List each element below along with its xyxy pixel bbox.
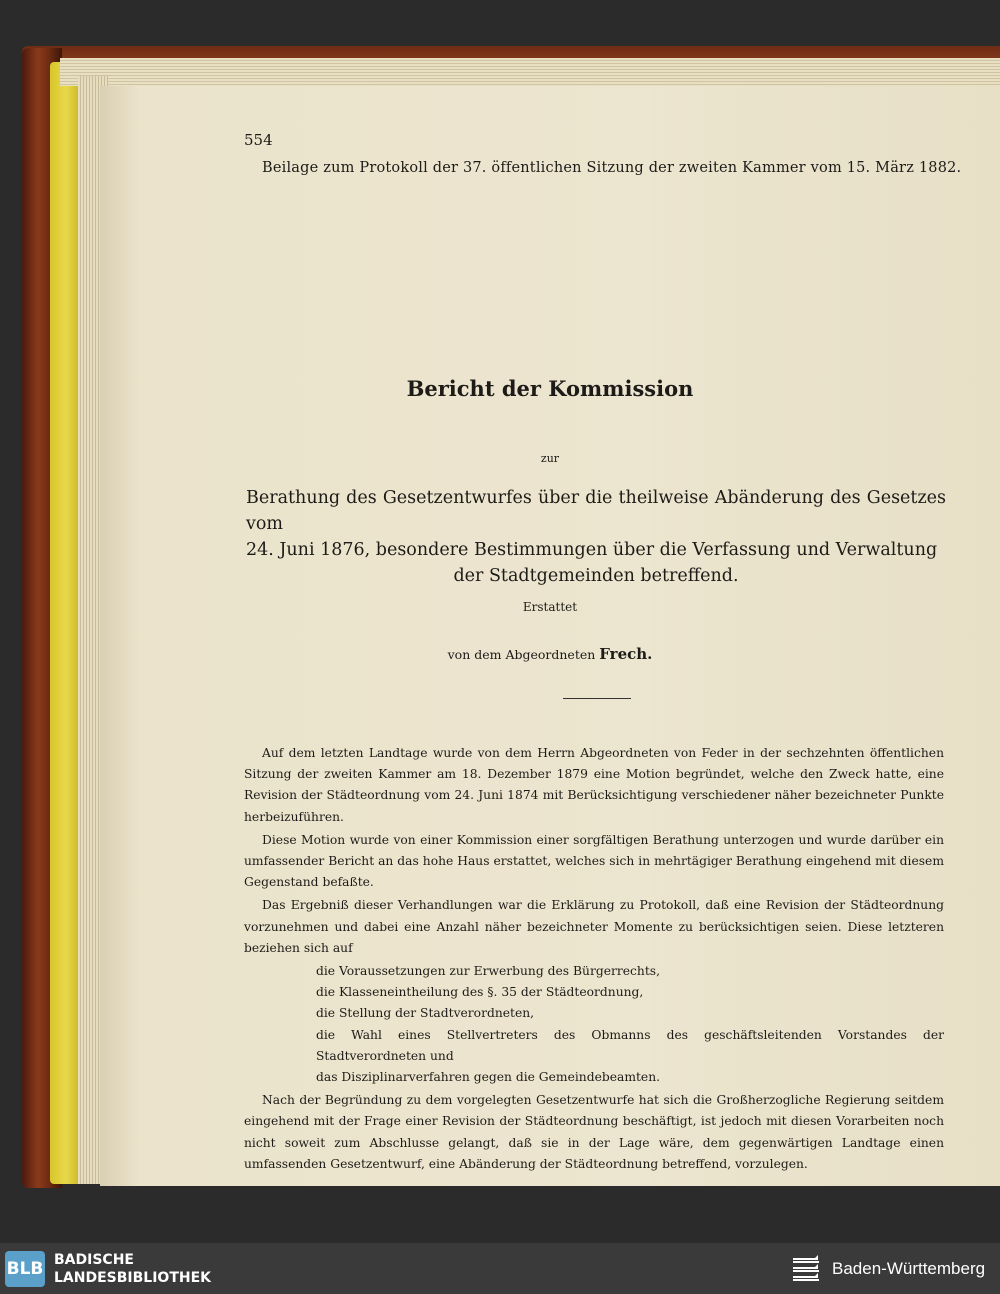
author-line [100,645,1000,663]
list-item: die Voraussetzungen zur Erwerbung des Bürgerrechts, [316,964,660,979]
topic-list [244,961,944,1088]
list-item: die Klasseneintheilung des §. 35 der Städteordnung, [316,985,644,1000]
title-connector: zur [540,452,560,465]
paragraph: Nach der Begründung zu dem vorgelegten Gesetzentwurfe hat sich die Großherzogliche Regierung seitdem eingehend mit der Frage einer Revision der Städteordnung beschäftigt, ist jedoch mit diesen Vorarbeiten noch nicht soweit zum Abschlusse gelangt, daß sie in der Lage wäre, dem gegenwärtigen Landtage einen umfassenden Gesetzentwurf, eine Abänderung der Städteordnung betreffend, vorzulegen. [244,1093,944,1171]
author-prefix: von dem Abgeordneten [447,647,596,662]
running-header: Beilage zum Protokoll der 37. öffentlichen Sitzung der zweiten Kammer vom 15. März 1882. [262,160,962,176]
section-divider [563,698,631,699]
bw-state-name[interactable]: Baden-Württemberg [832,1259,986,1278]
paragraph: Das Ergebniß dieser Verhandlungen war die Erklärung zu Protokoll, daß eine Revision der Städteordnung vorzunehmen und dabei eine Anzahl näher bezeichneter Momente zu berücksichtigen seien. Diese letzteren beziehen sich auf [244,898,944,955]
paragraph: Diese Motion wurde von einer Kommission einer sorgfältigen Berathung unterzogen und wurde darüber ein umfassender Bericht an das hohe Haus erstattet, welches sich in mehrtägiger Berathung eingehend mit diesem Gegenstand befaßte. [244,832,944,890]
list-item: die Wahl eines Stellvertreters des Obmanns des geschäftsleitenden Vorstandes der Stadtverordneten und [316,1027,944,1063]
page-edge-top [60,58,1000,86]
subtitle-line-1: Berathung des Gesetzentwurfes über die theilweise Abänderung des Gesetzes vom [246,488,946,534]
report-subtitle [246,485,946,589]
erstattet-label: Erstattet [522,600,578,614]
report-title: Bericht der Kommission [406,376,694,401]
report-body [244,743,944,1177]
paragraph: Auf dem letzten Landtage wurde von dem Herrn Abgeordneten von Feder in der sechzehnten öffentlichen Sitzung der zweiten Kammer am 18. Dezember 1879 eine Motion begründet, welche den Zweck hatte, eine Revision der Städteordnung vom 24. Juni 1874 mit Berücksichtigung verschiedener näher bezeichneter Punkte herbeizuführen. [244,746,944,824]
list-item: das Disziplinarverfahren gegen die Gemeindebeamten. [316,1070,661,1085]
subtitle-line-3: der Stadtgemeinden betreffend. [453,566,739,586]
blb-library-name[interactable] [54,1251,211,1287]
author-name: Frech. [599,645,653,663]
list-item: die Stellung der Stadtverordneten, [316,1006,535,1021]
subtitle-line-2: 24. Juni 1876, besondere Bestimmungen über die Verfassung und Verwaltung [246,540,938,560]
bw-lions-icon[interactable] [790,1252,824,1286]
page-number: 554 [244,131,273,149]
blb-name-line2: LANDESBIBLIOTHEK [54,1270,212,1286]
blb-logo-icon[interactable]: BLB [5,1251,45,1287]
blb-name-line1: BADISCHE [54,1252,134,1268]
